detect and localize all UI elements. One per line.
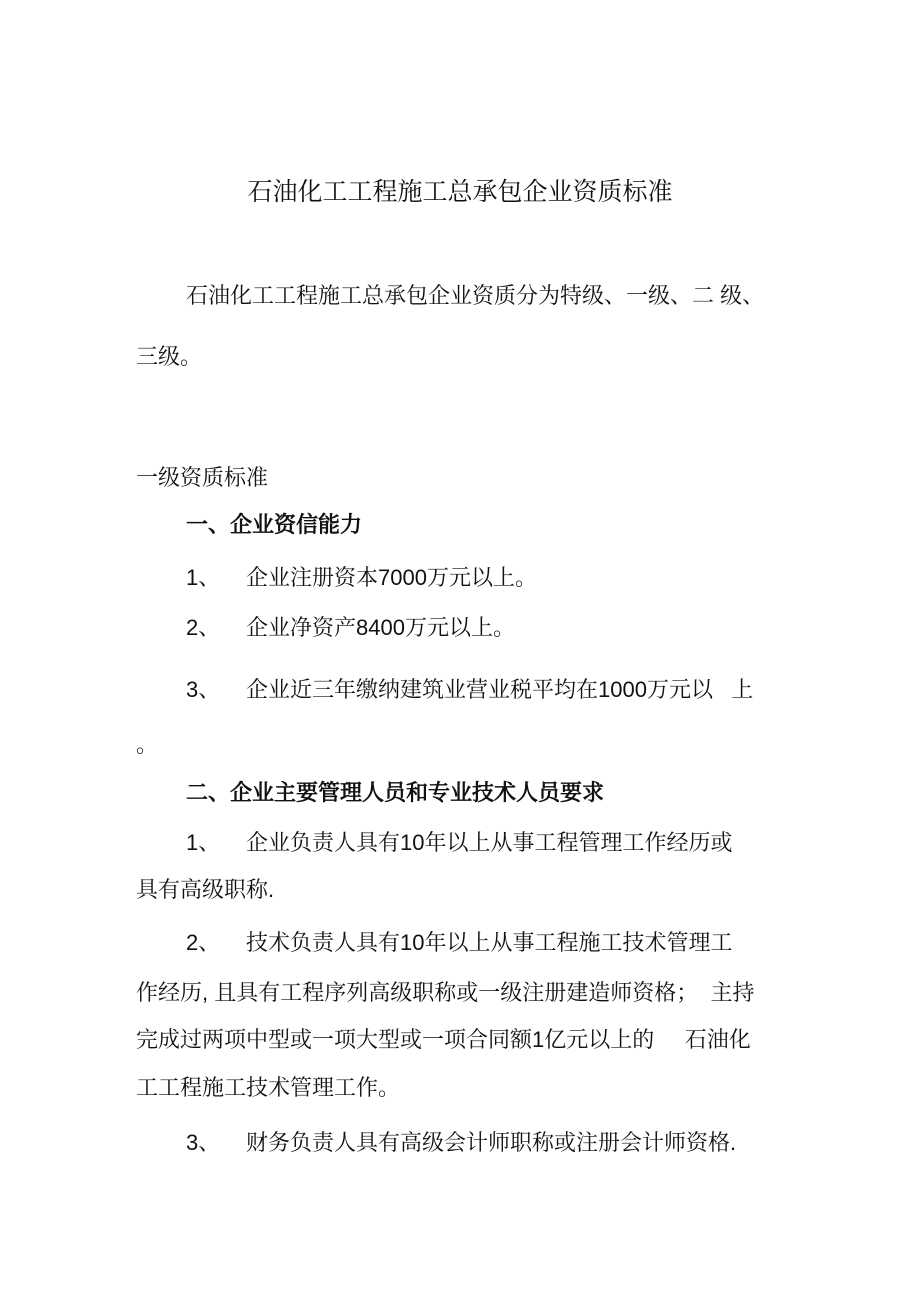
- section2-heading: 二、企业主要管理人员和专业技术人员要求: [186, 780, 605, 805]
- item-text: 财务负责人具有高级会计师职称或注册会计师资格.: [246, 1130, 737, 1155]
- item-text-cont: 具有高级职称.: [136, 877, 275, 902]
- item-text-cont: 作经历, 且具有工程序列高级职称或一级注册建造师资格； 主持: [136, 980, 755, 1005]
- item-text: 企业近三年缴纳建筑业营业税平均在1000万元以 上: [246, 677, 754, 702]
- intro-line-1: 石油化工工程施工总承包企业资质分为特级、一级、二 级、: [186, 283, 765, 308]
- item-text-cont: 。: [136, 732, 159, 757]
- item-number: 2、: [186, 930, 221, 955]
- item-text: 技术负责人具有10年以上从事工程施工技术管理工: [246, 930, 733, 955]
- item-number: 3、: [186, 1130, 221, 1155]
- item-number: 3、: [186, 677, 221, 702]
- item-text: 企业负责人具有10年以上从事工程管理工作经历或: [246, 830, 733, 855]
- item-number: 2、: [186, 615, 221, 640]
- item-text-cont: 完成过两项中型或一项大型或一项合同额1亿元以上的 石油化: [136, 1027, 751, 1052]
- item-text-cont: 工工程施工技术管理工作。: [136, 1075, 401, 1100]
- item-number: 1、: [186, 565, 221, 590]
- item-number: 1、: [186, 830, 221, 855]
- item-text: 企业净资产8400万元以上。: [246, 615, 515, 640]
- intro-line-2: 三级。: [136, 344, 203, 369]
- level-heading: 一级资质标准: [136, 465, 269, 490]
- item-text: 企业注册资本7000万元以上。: [246, 565, 537, 590]
- document-title: 石油化工工程施工总承包企业资质标准: [247, 178, 673, 206]
- section1-heading: 一、企业资信能力: [186, 512, 363, 537]
